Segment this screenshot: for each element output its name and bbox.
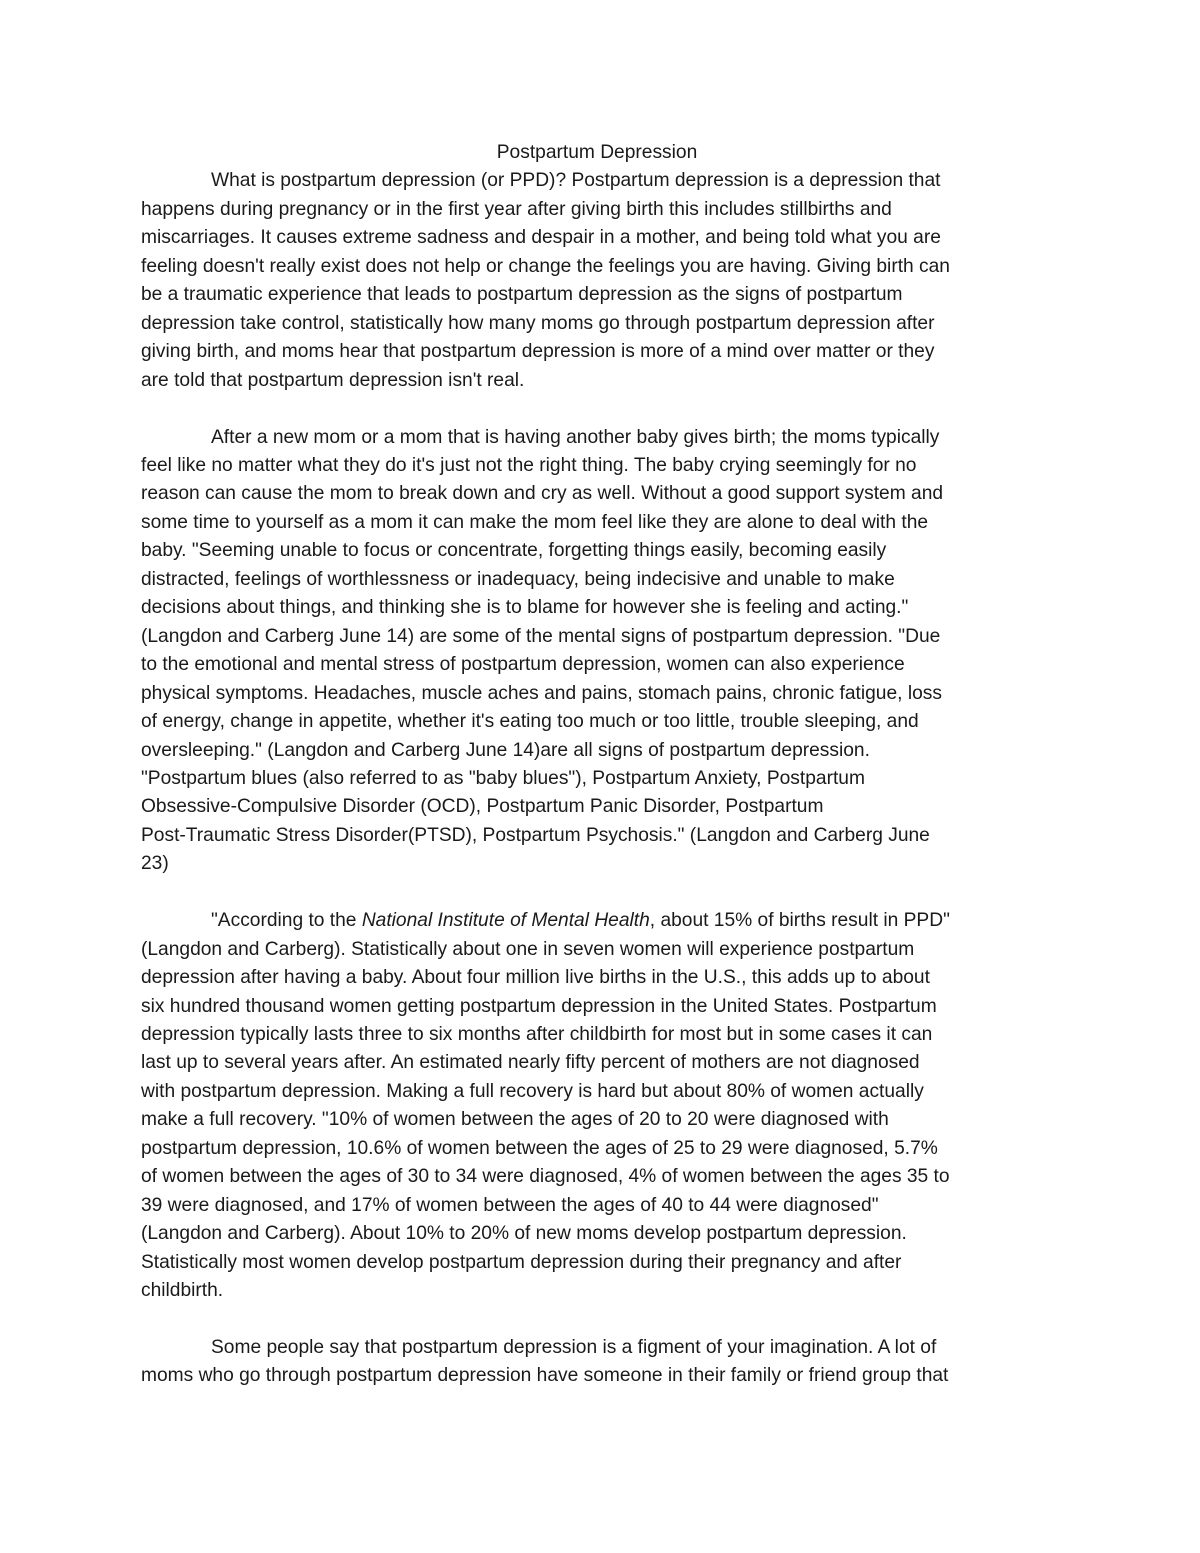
- paragraph-line: of energy, change in appetite, whether it's eating too much or too little, trouble sleeping, and: [141, 711, 919, 733]
- paragraph-line: After a new mom or a mom that is having another baby gives birth; the moms typically: [211, 426, 940, 448]
- paragraph-line: are told that postpartum depression isn't real.: [141, 369, 525, 391]
- paragraph-3: [141, 907, 1053, 1305]
- paragraph-line: to the emotional and mental stress of postpartum depression, women can also experience: [141, 654, 905, 676]
- paragraph-line: physical symptoms. Headaches, muscle aches and pains, stomach pains, chronic fatigue, loss: [141, 682, 942, 704]
- paragraph-line: baby. "Seeming unable to focus or concentrate, forgetting things easily, becoming easily: [141, 540, 887, 562]
- paragraph-line: "Postpartum blues (also referred to as "baby blues"), Postpartum Anxiety, Postpartum: [141, 767, 865, 789]
- paragraph-1: [141, 167, 1053, 395]
- paragraph-line: happens during pregnancy or in the first year after giving birth this includes stillbirths and: [141, 198, 892, 220]
- paragraph-line: with postpartum depression. Making a full recovery is hard but about 80% of women actually: [141, 1080, 924, 1102]
- paragraph-line: depression take control, statistically how many moms go through postpartum depression after: [141, 312, 935, 334]
- quote-text: "According to the: [211, 910, 362, 932]
- paragraph-line: some time to yourself as a mom it can make the mom feel like they are alone to deal with the: [141, 511, 929, 533]
- paragraph-line: What is postpartum depression (or PPD)? Postpartum depression is a depression that: [211, 170, 941, 192]
- paragraph-spacer: [141, 395, 1053, 423]
- paragraph-line: (Langdon and Carberg June 14) are some of the mental signs of postpartum depression. "Due: [141, 625, 941, 647]
- paragraph-line: of women between the ages of 30 to 34 were diagnosed, 4% of women between the ages 35 to: [141, 1166, 950, 1188]
- paragraph-line: Obsessive-Compulsive Disorder (OCD), Postpartum Panic Disorder, Postpartum: [141, 796, 824, 818]
- paragraph-line: distracted, feelings of worthlessness or inadequacy, being indecisive and unable to make: [141, 568, 895, 590]
- institute-name: National Institute of Mental Health: [361, 910, 650, 932]
- paragraph-line: 23): [141, 853, 169, 875]
- paragraph-line: depression after having a baby. About four million live births in the U.S., this adds up to about: [141, 967, 930, 989]
- paragraph-line: feeling doesn't really exist does not help or change the feelings you are having. Giving birth can: [141, 255, 950, 277]
- paragraph-line: depression typically lasts three to six months after childbirth for most but in some cases it can: [141, 1024, 933, 1046]
- paragraph-line: Some people say that postpartum depression is a figment of your imagination. A lot of: [211, 1336, 937, 1358]
- paragraph-line: [141, 907, 1053, 935]
- paragraph-line: six hundred thousand women getting postpartum depression in the United States. Postpartum: [141, 995, 937, 1017]
- document-body: [141, 139, 1053, 1391]
- paragraph-line: make a full recovery. "10% of women between the ages of 20 to 20 were diagnosed with: [141, 1109, 889, 1131]
- paragraph-line: miscarriages. It causes extreme sadness and despair in a mother, and being told what you are: [141, 227, 941, 249]
- paragraph-line: childbirth.: [141, 1280, 224, 1302]
- paragraph-line: (Langdon and Carberg). About 10% to 20% of new moms develop postpartum depression.: [141, 1223, 907, 1245]
- paragraph-line: decisions about things, and thinking she is to blame for however she is feeling and acting.": [141, 597, 909, 619]
- paragraph-line: (Langdon and Carberg). Statistically about one in seven women will experience postpartum: [141, 938, 915, 960]
- paragraph-line: feel like no matter what they do it's just not the right thing. The baby crying seemingly for no: [141, 454, 917, 476]
- paragraph-line: postpartum depression, 10.6% of women between the ages of 25 to 29 were diagnosed, 5.7%: [141, 1137, 938, 1159]
- paragraph-line: Post-Traumatic Stress Disorder(PTSD), Postpartum Psychosis." (Langdon and Carberg June: [141, 824, 930, 846]
- paragraph-line: Statistically most women develop postpartum depression during their pregnancy and after: [141, 1251, 902, 1273]
- paragraph-line: reason can cause the mom to break down and cry as well. Without a good support system and: [141, 483, 944, 505]
- paragraph-line: moms who go through postpartum depression have someone in their family or friend group that: [141, 1365, 949, 1387]
- document-title: Postpartum Depression: [496, 142, 698, 163]
- paragraph-4: [141, 1334, 1053, 1391]
- paragraph-line: oversleeping." (Langdon and Carberg June 14)are all signs of postpartum depression.: [141, 739, 870, 761]
- paragraph-line: 39 were diagnosed, and 17% of women between the ages of 40 to 44 were diagnosed": [141, 1194, 879, 1216]
- paragraph-line: giving birth, and moms hear that postpartum depression is more of a mind over matter or they: [141, 341, 935, 363]
- paragraph-2: [141, 424, 1053, 879]
- paragraph-line: last up to several years after. An estimated nearly fifty percent of mothers are not diagnosed: [141, 1052, 920, 1074]
- paragraph-spacer: [141, 1306, 1053, 1334]
- quote-text: , about 15% of births result in PPD": [649, 910, 950, 932]
- paragraph-spacer: [141, 879, 1053, 907]
- paragraph-line: be a traumatic experience that leads to postpartum depression as the signs of postpartum: [141, 284, 903, 306]
